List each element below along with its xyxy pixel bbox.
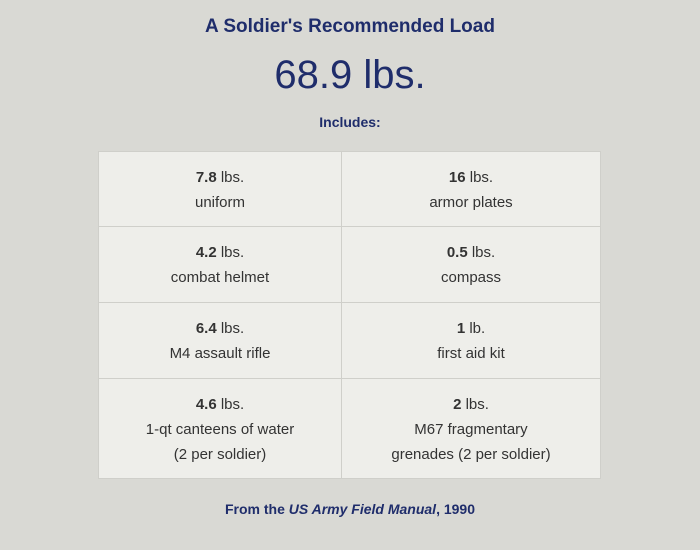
item-weight: [342, 392, 600, 417]
item-description: M4 assault rifle: [169, 345, 271, 362]
item-weight-value: 0.5: [446, 244, 468, 261]
load-item-cell: [99, 303, 342, 379]
item-weight-unit: lbs.: [216, 169, 245, 186]
load-item-cell: [99, 152, 342, 227]
load-item-cell: [342, 303, 601, 379]
item-description: 1-qt canteens of water: [145, 421, 295, 438]
load-item-cell: [342, 227, 601, 303]
item-description: first aid kit: [437, 345, 505, 362]
item-weight-value: 7.8: [195, 169, 217, 186]
item-description: combat helmet: [170, 269, 270, 286]
item-weight-value: 4.6: [195, 396, 217, 413]
item-weight-unit: lbs.: [216, 396, 245, 413]
item-weight-value: 6.4: [195, 320, 217, 337]
source-prefix: From the: [224, 501, 289, 517]
item-weight-unit: lbs.: [216, 320, 245, 337]
item-weight-value: 16: [448, 169, 466, 186]
item-weight: [99, 392, 341, 417]
load-item-cell: [342, 152, 601, 227]
total-weight: 68.9 lbs.: [274, 53, 426, 97]
item-weight: [99, 240, 341, 265]
item-description: armor plates: [429, 194, 513, 211]
load-item-cell: [99, 227, 342, 303]
item-weight-unit: lbs.: [467, 244, 496, 261]
item-description: M67 fragmentary: [414, 421, 528, 438]
item-weight-value: 4.2: [195, 244, 217, 261]
item-weight: [342, 316, 600, 341]
item-weight-unit: lb.: [465, 320, 486, 337]
item-description: compass: [440, 269, 502, 286]
load-items-grid: [98, 151, 601, 479]
load-item-cell: [342, 379, 601, 479]
item-weight-unit: lbs.: [461, 396, 489, 413]
includes-label: Includes:: [319, 114, 381, 130]
item-weight-value: 1: [456, 320, 466, 337]
item-description-note: (2 per soldier): [173, 446, 267, 463]
item-weight: [342, 165, 600, 190]
item-description: uniform: [194, 194, 246, 211]
source-citation: [0, 500, 700, 518]
item-weight-unit: lbs.: [216, 244, 245, 261]
item-weight-unit: lbs.: [465, 169, 494, 186]
item-weight: [342, 240, 600, 265]
item-weight: [99, 165, 341, 190]
page-title: A Soldier's Recommended Load: [205, 16, 495, 37]
source-publication: US Army Field Manual: [288, 501, 437, 517]
load-item-cell: [99, 379, 342, 479]
item-weight-value: 2: [453, 396, 462, 413]
source-suffix: , 1990: [436, 501, 475, 517]
item-weight: [99, 316, 341, 341]
item-description-note: grenades (2 per soldier): [391, 446, 551, 463]
